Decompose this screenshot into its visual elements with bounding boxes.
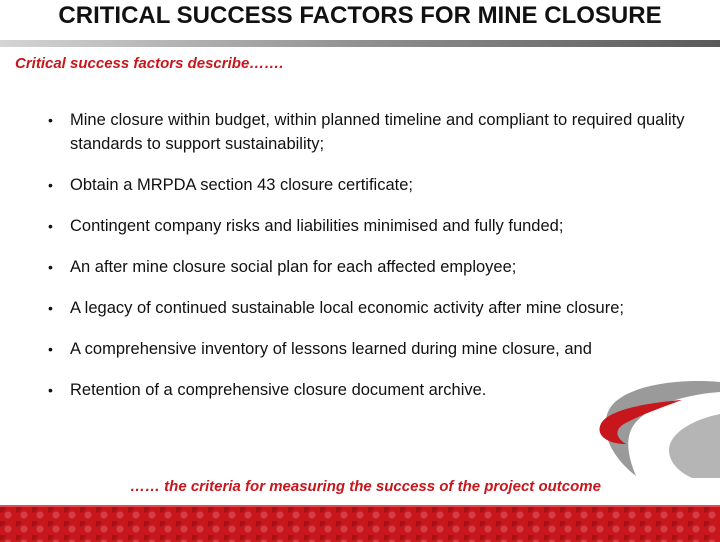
bullet-text: A legacy of continued sustainable local economic activity after mine closure; bbox=[70, 299, 624, 317]
bullet-text: Obtain a MRPDA section 43 closure certificate; bbox=[70, 176, 413, 194]
swoosh-logo-icon bbox=[596, 378, 720, 478]
bullet-icon: • bbox=[48, 177, 53, 193]
honeycomb-band bbox=[0, 505, 720, 542]
slide-title: CRITICAL SUCCESS FACTORS FOR MINE CLOSURE bbox=[58, 2, 662, 29]
bullet-icon: • bbox=[48, 259, 53, 275]
list-item bbox=[46, 108, 686, 156]
bullet-icon: • bbox=[48, 218, 53, 234]
list-item bbox=[46, 214, 686, 238]
bullet-text: A comprehensive inventory of lessons learned during mine closure, and bbox=[70, 340, 592, 358]
bullet-text: Retention of a comprehensive closure document archive. bbox=[70, 381, 487, 399]
bullet-text: Mine closure within budget, within planned timeline and compliant to required quality standards to support sustainability; bbox=[70, 111, 685, 153]
bullet-text: Contingent company risks and liabilities minimised and fully funded; bbox=[70, 217, 564, 235]
footer-note: …… the criteria for measuring the success of the project outcome bbox=[130, 478, 601, 495]
title-divider bbox=[0, 40, 720, 47]
bullet-icon: • bbox=[48, 382, 53, 398]
slide-subtitle: Critical success factors describe……. bbox=[15, 55, 284, 72]
bullet-list bbox=[46, 108, 686, 402]
logo-grey-arm bbox=[669, 414, 720, 478]
list-item bbox=[46, 173, 686, 197]
bullet-icon: • bbox=[48, 300, 53, 316]
list-item bbox=[46, 296, 686, 320]
list-item bbox=[46, 255, 686, 279]
bullet-text: An after mine closure social plan for each affected employee; bbox=[70, 258, 517, 276]
bullet-icon: • bbox=[48, 112, 53, 128]
bullet-icon: • bbox=[48, 341, 53, 357]
list-item bbox=[46, 378, 686, 402]
list-item bbox=[46, 337, 686, 361]
